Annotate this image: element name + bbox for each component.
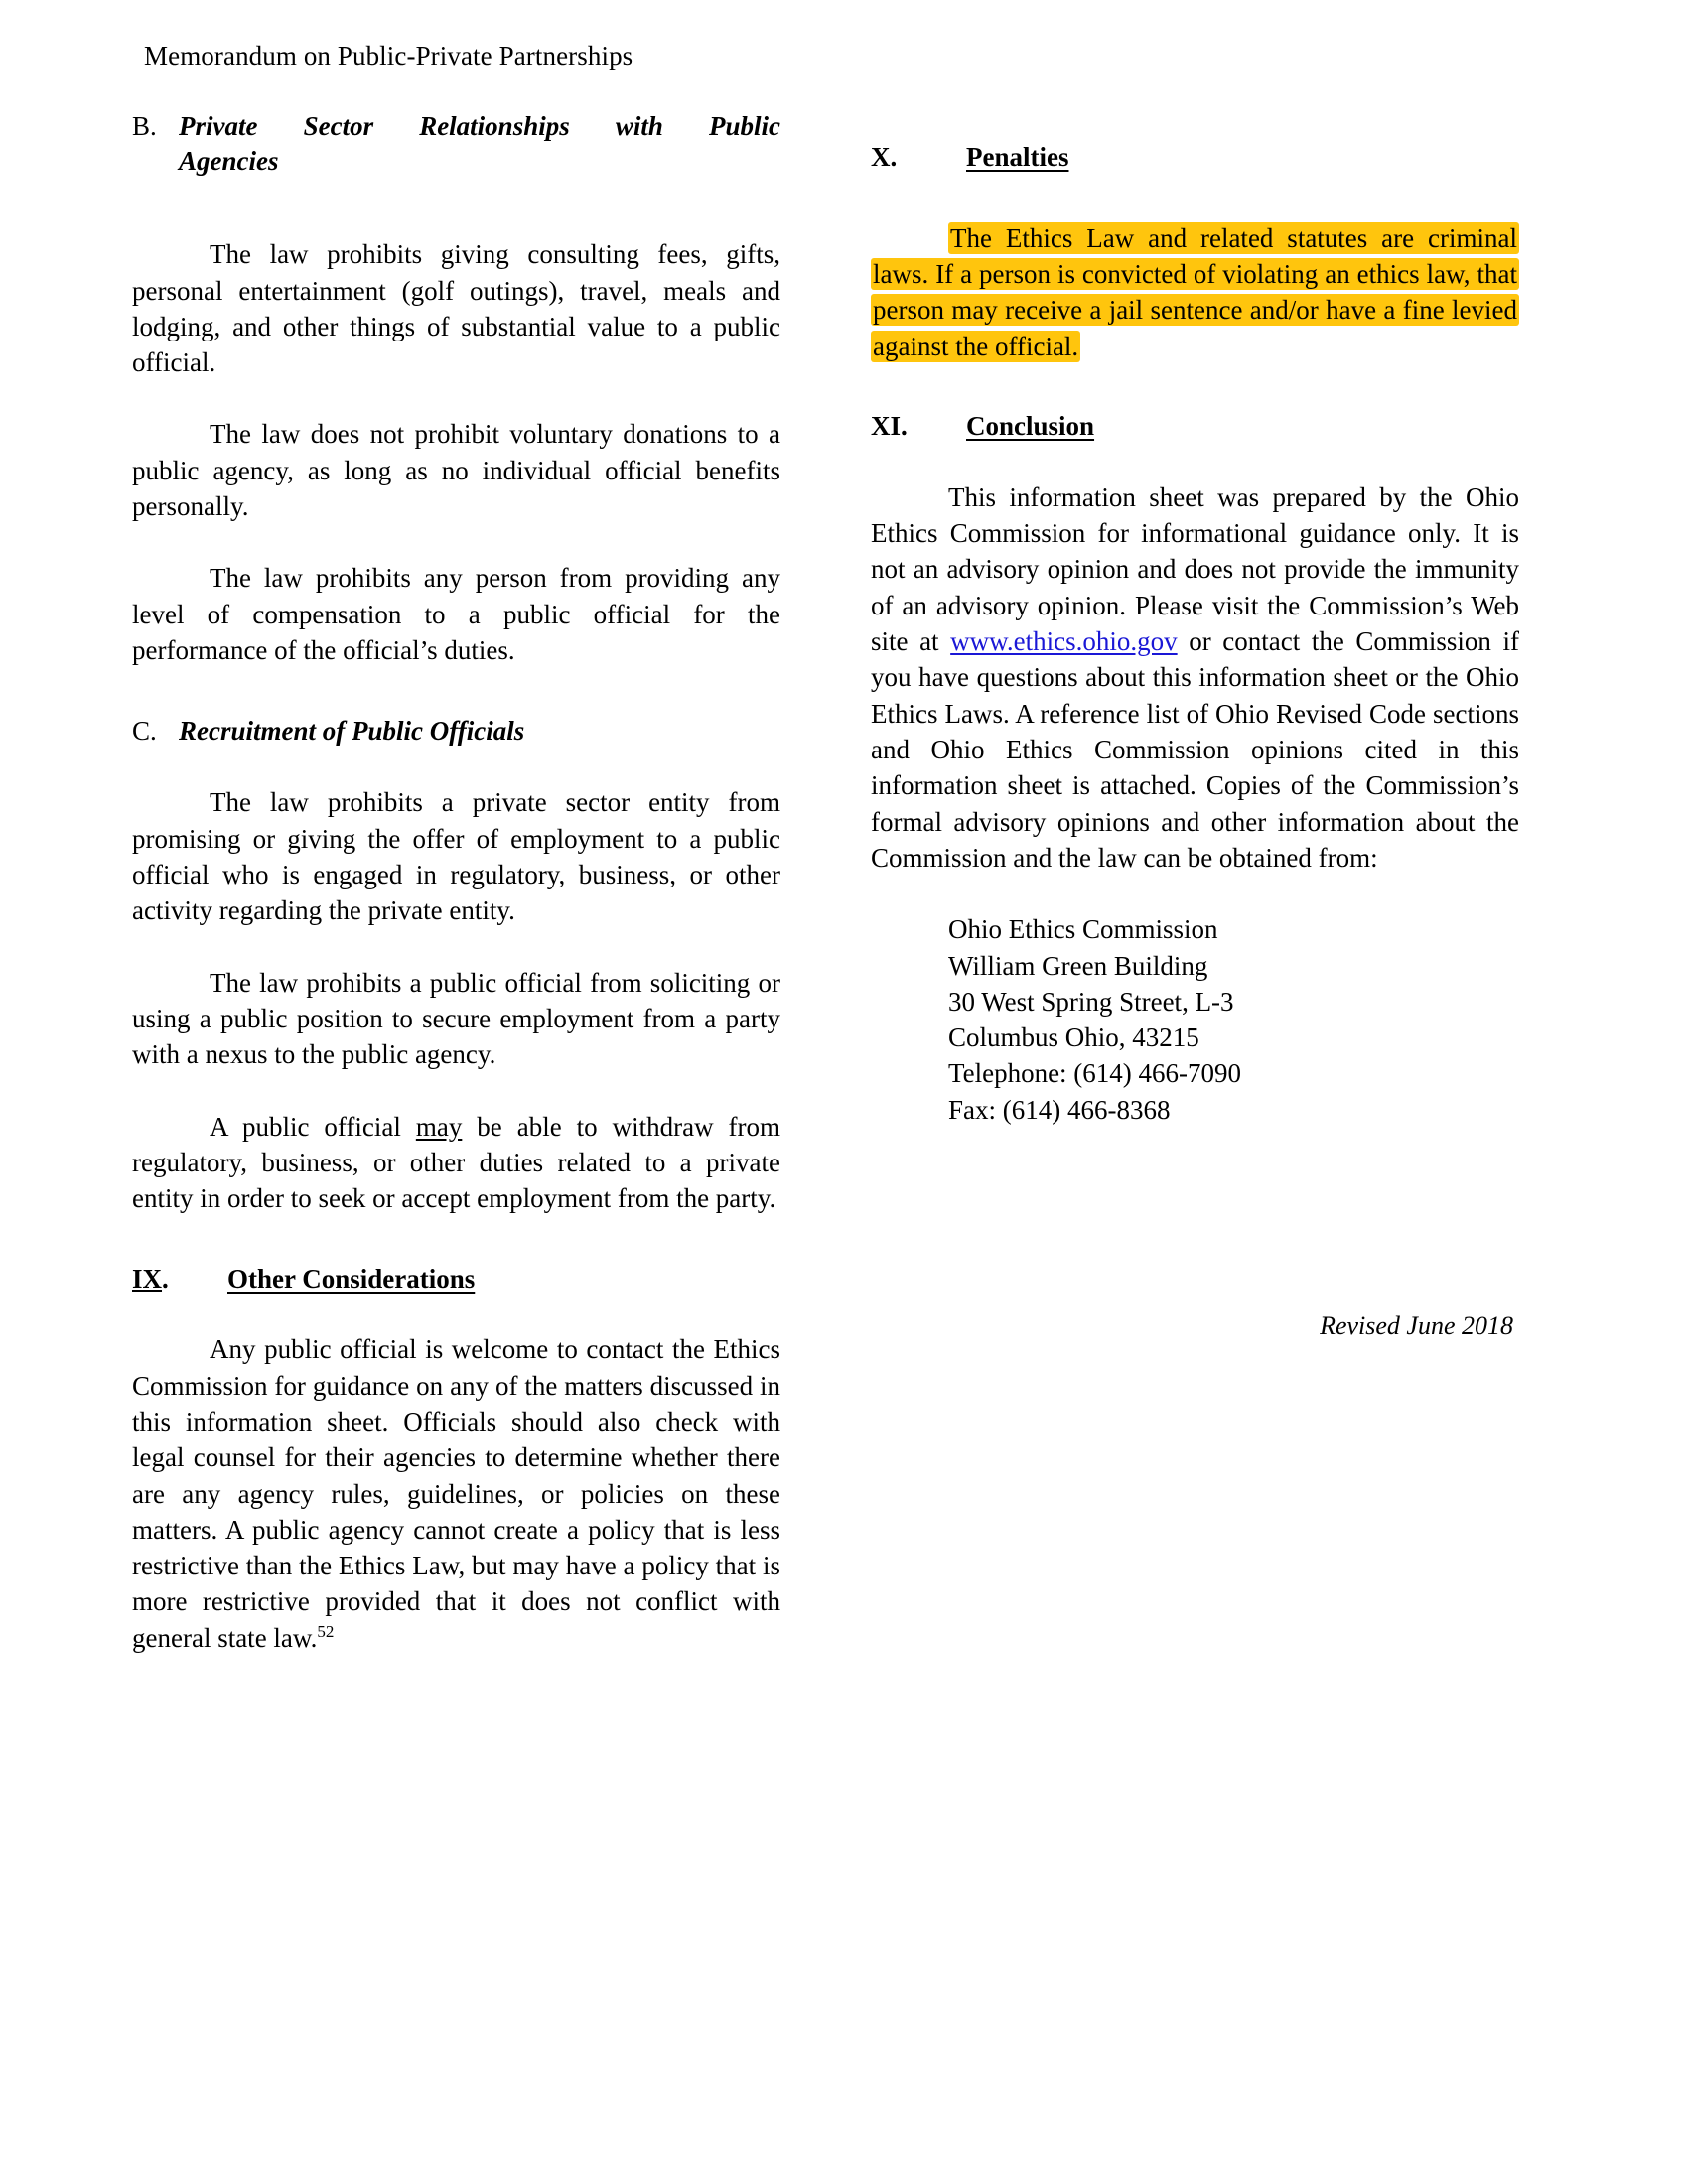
paragraph-b-3: The law prohibits any person from providing any level of compensation to a public official for the performance of the official’s duties. (132, 563, 780, 665)
paragraph-c-3 (132, 1109, 780, 1217)
left-column (132, 109, 780, 1656)
heading-section-xi-numeral: XI. (871, 411, 908, 441)
heading-section-x-title: Penalties (966, 142, 1069, 172)
address-line-street: 30 West Spring Street, L-3 (948, 986, 1234, 1017)
heading-section-ix-title: Other Considerations (227, 1263, 476, 1294)
heading-section-b-title-line2: Agencies (179, 146, 279, 177)
paragraph-b-2: The law does not prohibit voluntary donations to a public agency, as long as no individual official benefits personally. (132, 419, 780, 522)
paragraph-c-3-before: A public official (210, 1111, 416, 1142)
contact-address-block (871, 911, 1519, 1128)
heading-section-b (132, 109, 780, 144)
heading-section-ix-numeral (132, 1263, 227, 1297)
heading-section-xi (871, 410, 1519, 444)
highlighted-text: The Ethics Law and related statutes are criminal laws. If a person is convicted of violating an ethics law, that person may receive a jail sentence and/or have a fine levied against the official. (873, 222, 1517, 361)
heading-section-b-letter: B. (132, 111, 157, 141)
paragraph-xi-part2: or contact the Commission if you have questions about this information sheet or the Ohio Ethics Laws. A reference list of Ohio Revised Code sections and Ohio Ethics Commission opinions cited in this information sheet is attached. Copies of the Commission’s formal advisory opinions and other information about the Commission and the law can be obtained from: (871, 626, 1520, 873)
address-line-city: Columbus Ohio, 43215 (948, 1023, 1199, 1053)
heading-section-xi-title: Conclusion (966, 411, 1095, 441)
paragraph-c-1: The law prohibits a private sector entity from promising or giving the offer of employment to a public official who is engaged in regulatory, business, or other activity regarding the private entity. (132, 787, 780, 926)
heading-section-ix (132, 1263, 780, 1297)
address-line-telephone: Telephone: (614) 466-7090 (948, 1058, 1242, 1089)
heading-section-b-line2 (132, 144, 780, 179)
heading-section-x-numeral: X. (871, 142, 898, 172)
right-column (871, 109, 1519, 1341)
heading-section-c (132, 714, 780, 749)
address-line-organization: Ohio Ethics Commission (948, 914, 1218, 945)
ethics-website-link[interactable]: www.ethics.ohio.gov (950, 626, 1178, 656)
paragraph-ix-text: Any public official is welcome to contact the Ethics Commission for guidance on any of the matters discussed in this information sheet. Officials should also check with legal counsel for their agencies to determine whether there are any agency rules, guidelines, or policies on these matters. A public agency cannot create a policy that is less restrictive than the Ethics Law, but may have a policy that is more restrictive provided that it does not conflict with general state law. (132, 1334, 780, 1653)
paragraph-c-3-after: be able to withdraw from regulatory, business, or other duties related to a private entity in order to seek or accept employment from the party. (132, 1111, 780, 1214)
paragraph-ix-1 (132, 1331, 780, 1656)
heading-spacer (132, 144, 179, 179)
emphasis-may: may (415, 1111, 463, 1142)
address-line-fax: Fax: (614) 466-8368 (948, 1094, 1171, 1125)
paragraph-xi-1 (871, 479, 1519, 876)
heading-section-b-title-line1: Private Sector Relationships with Public (179, 111, 780, 141)
heading-section-c-letter: C. (132, 716, 157, 747)
heading-section-x (871, 141, 1519, 175)
paragraph-xi-part1: This information sheet was prepared by the Ohio Ethics Commission for informational guidance only. It is not an advisory opinion and does not provide the immunity of an advisory opinion. Please visit the Commission’s Web site at (871, 481, 1519, 656)
address-line-building: William Green Building (948, 950, 1208, 981)
heading-section-ix-numeral-suffix: . (162, 1263, 169, 1294)
heading-section-c-title: Recruitment of Public Officials (179, 716, 525, 747)
paragraph-b-1: The law prohibits giving consulting fees, gifts, personal entertainment (golf outings), travel, meals and lodging, and other things of substantial value to a public official. (132, 239, 780, 378)
paragraph-x-highlighted (871, 220, 1519, 364)
paragraph-c-2: The law prohibits a public official from soliciting or using a public position to secure employment from a party with a nexus to the public agency. (132, 967, 780, 1070)
revised-date-note: Revised June 2018 (1320, 1311, 1513, 1341)
running-head: Memorandum on Public-Private Partnerships (144, 41, 633, 70)
heading-section-ix-numeral-text: IX (132, 1263, 163, 1294)
footnote-marker-52: 52 (317, 1621, 335, 1641)
